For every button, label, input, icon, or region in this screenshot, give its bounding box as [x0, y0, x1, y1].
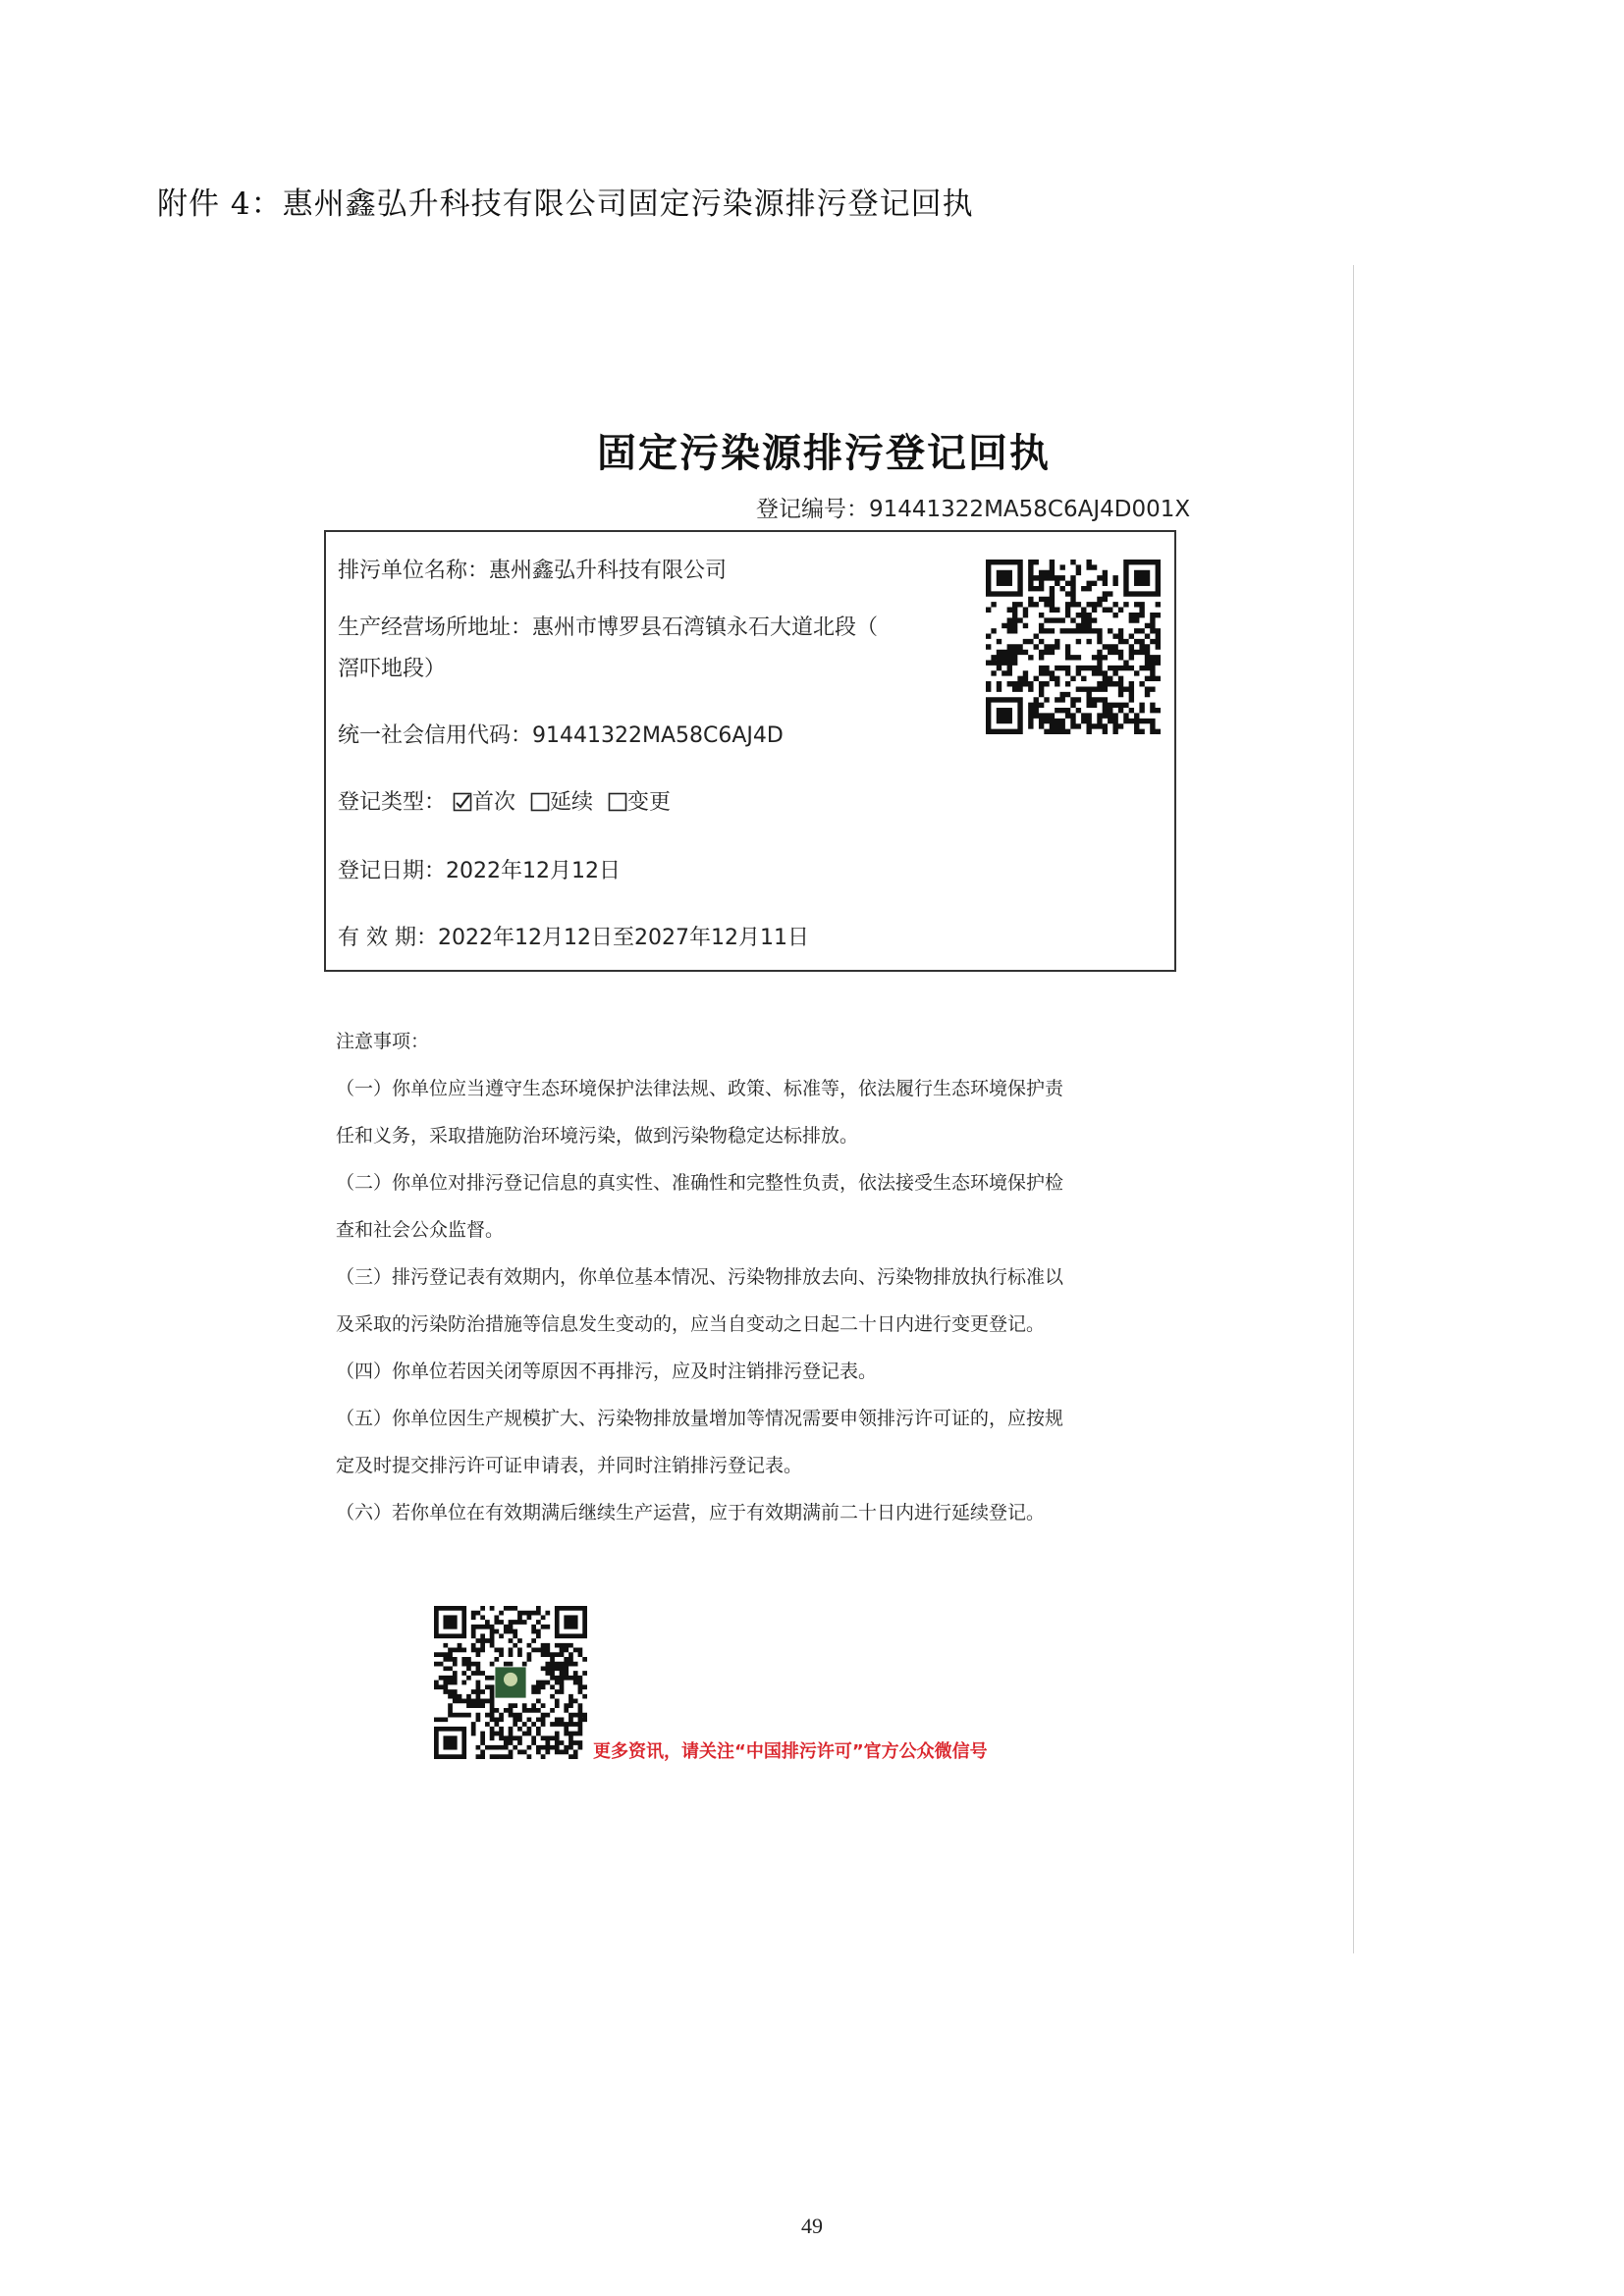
note-line: 任和义务，采取措施防治环境污染，做到污染物稳定达标排放。	[336, 1125, 859, 1147]
note-line: 及采取的污染防治措施等信息发生变动的，应当自变动之日起二十日内进行变更登记。	[336, 1313, 1046, 1335]
option-change: 变更	[627, 790, 672, 815]
note-line: （四）你单位若因关闭等原因不再排污，应及时注销排污登记表。	[336, 1361, 878, 1382]
note-line: （二）你单位对排污登记信息的真实性、准确性和完整性负责，依法接受生态环境保护检	[336, 1172, 1064, 1194]
checkbox-change-icon	[608, 790, 627, 815]
wechat-qr-code-icon	[434, 1606, 587, 1759]
page-number: 49	[801, 2214, 823, 2238]
unit-name: 排污单位名称：惠州鑫弘升科技有限公司	[338, 559, 728, 583]
registration-date: 登记日期：2022年12月12日	[338, 859, 621, 883]
qr-code-icon	[986, 560, 1161, 734]
wechat-follow-text: 更多资讯，请关注“中国排污许可”官方公众微信号	[593, 1741, 988, 1762]
note-line: 定及时提交排污许可证申请表，并同时注销排污登记表。	[336, 1455, 803, 1476]
address-line-2: 滘吓地段）	[338, 657, 447, 681]
note-line: 查和社会公众监督。	[336, 1219, 505, 1241]
receipt-info-box	[324, 530, 1176, 972]
receipt-title: 固定污染源排污登记回执	[597, 431, 1051, 476]
note-line: （六）若你单位在有效期满后继续生产运营，应于有效期满前二十日内进行延续登记。	[336, 1502, 1046, 1523]
note-line: （五）你单位因生产规模扩大、污染物排放量增加等情况需要申领排污许可证的，应按规	[336, 1408, 1064, 1429]
note-line: （一）你单位应当遵守生态环境保护法律法规、政策、标准等，依法履行生态环境保护责	[336, 1078, 1064, 1099]
option-first: 首次	[472, 790, 516, 815]
option-renew: 延续	[550, 790, 594, 815]
scanned-receipt	[295, 265, 1353, 1953]
checkbox-first-icon	[453, 790, 472, 815]
address-line-1: 生产经营场所地址：惠州市博罗县石湾镇永石大道北段（	[338, 615, 879, 640]
registration-type	[338, 785, 671, 816]
registration-number: 登记编号：91441322MA58C6AJ4D001X	[756, 497, 1191, 522]
caption: 附件 4：惠州鑫弘升科技有限公司固定污染源排污登记回执	[157, 187, 974, 222]
credit-code: 统一社会信用代码：91441322MA58C6AJ4D	[338, 723, 784, 748]
notes-heading: 注意事项：	[336, 1031, 430, 1052]
checkbox-renew-icon	[530, 790, 550, 815]
registration-type-label: 登记类型：	[338, 790, 447, 815]
note-line: （三）排污登记表有效期内，你单位基本情况、污染物排放去向、污染物排放执行标准以	[336, 1266, 1064, 1288]
validity-period: 有 效 期：2022年12月12日至2027年12月11日	[338, 926, 809, 950]
